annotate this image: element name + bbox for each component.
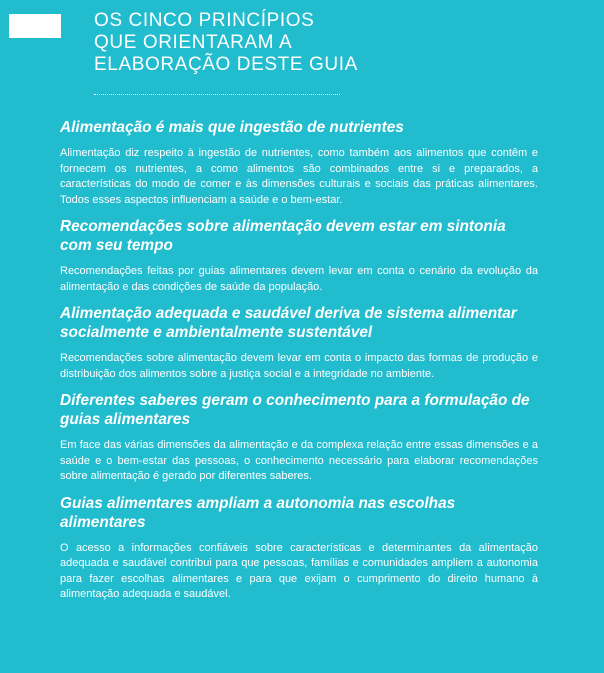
page-title [94, 10, 554, 76]
principle-text: Recomendações sobre alimentação devem levar em conta o impacto das formas de produção e distribuição dos alimentos sobre a justiça social e a integridade no ambiente. [60, 352, 538, 380]
principle-text: Em face das várias dimensões da alimentação e da complexa relação entre essas dimensões e a saúde e o bem-estar das pessoas, o conhecimento necessário para elaborar recomendações sobre alimentação é gerado por diferentes saberes. [60, 439, 538, 482]
principle-3 [60, 304, 538, 382]
principle-heading: Alimentação é mais que ingestão de nutrientes [60, 119, 404, 136]
principle-5 [60, 494, 538, 603]
page-title-line: OS CINCO PRINCÍPIOS [94, 10, 315, 31]
principle-heading: Guias alimentares ampliam a autonomia nas escolhas alimentares [60, 494, 456, 531]
principle-1 [60, 118, 538, 208]
principle-heading: Alimentação adequada e saudável deriva de sistema alimentar socialmente e ambientalmente sustentável [60, 305, 517, 341]
title-divider [94, 94, 340, 95]
principle-4 [60, 391, 538, 485]
principle-text: O acesso a informações confiáveis sobre características e determinantes da alimentação adequada e saudável contribui para que pessoas, famílias e comunidades ampliem a autonomia para fazer escolhas alimentares e para que exijam o cumprimento do direito humano à alimentação adequada e saudável. [60, 541, 538, 600]
principle-2 [60, 217, 538, 295]
principle-text: Alimentação diz respeito à ingestão de nutrientes, como também aos alimentos que contêm e fornecem os nutrientes, a como alimentos são combinados entre si e preparados, a características do modo de comer e às dimensões culturais e sociais das práticas alimentares. Todos esses aspectos influenciam a saúde e o bem-estar. [60, 147, 538, 206]
page-title-line: ELABORAÇÃO DESTE GUIA [94, 54, 358, 75]
page-title-line: QUE ORIENTARAM A [94, 32, 293, 53]
page-tab-marker [9, 14, 61, 38]
principles-list [60, 118, 538, 612]
principle-heading: Diferentes saberes geram o conhecimento para a formulação de guias alimentares [60, 392, 530, 428]
principle-heading: Recomendações sobre alimentação devem estar em sintonia com seu tempo [60, 218, 506, 254]
principle-text: Recomendações feitas por guias alimentares devem levar em conta o cenário da evolução da alimentação e das condições de saúde da população. [60, 265, 538, 293]
